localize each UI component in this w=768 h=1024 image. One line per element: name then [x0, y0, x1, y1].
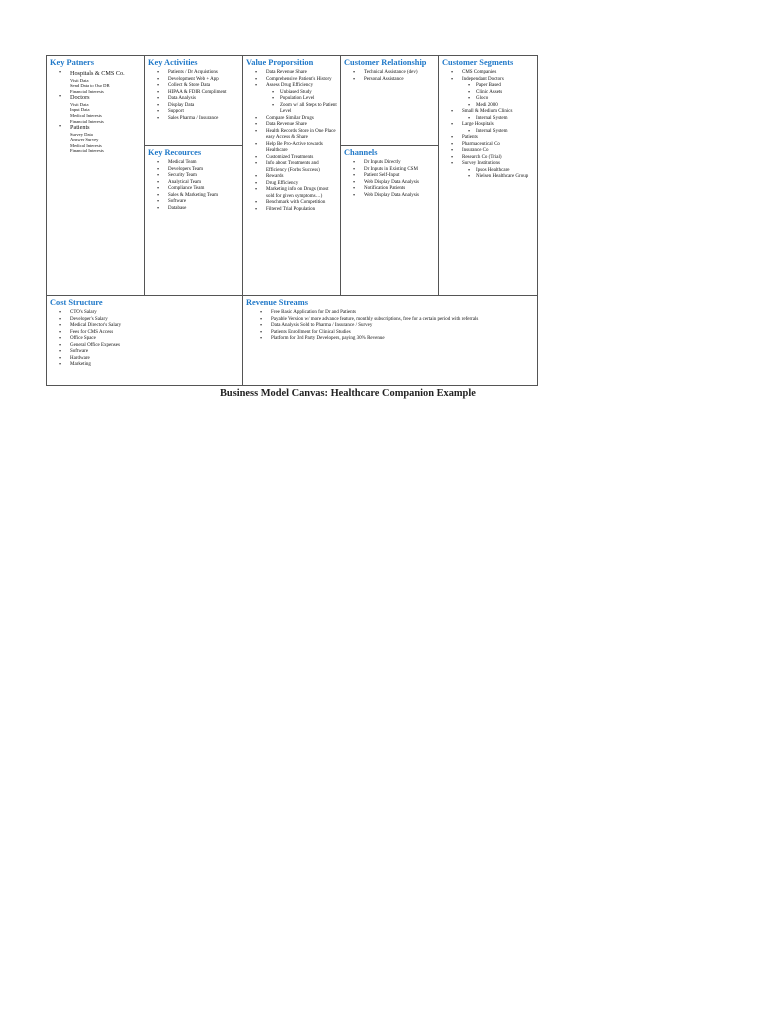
list-item: • Sales & Marketing Team	[157, 193, 239, 200]
key-activities-title: Key Activities	[148, 58, 198, 67]
list-item: • Pharmaceutical Co	[451, 142, 534, 149]
list-item-text: Assess Drug Efficiency	[266, 83, 314, 88]
key-partners-list	[50, 124, 141, 132]
list-item: • Sales Pharma / Insurance	[157, 116, 239, 123]
list-item: • Software	[59, 349, 239, 356]
list-item: Input Data	[70, 107, 90, 113]
list-item: • Hospitals & CMS Co.	[59, 70, 141, 78]
list-item-text: Independant Doctors	[462, 76, 504, 82]
list-item: • Fees for CMS Access	[59, 330, 239, 337]
list-item: • Web Display Data Analysis	[353, 180, 435, 187]
list-item: • Medical Director's Salary	[59, 323, 239, 330]
list-item: • Free Basic Application for Dr and Patients	[260, 310, 520, 317]
list-item-text: Small & Medium Clinics	[462, 109, 513, 114]
key-activities-cell	[145, 56, 243, 146]
customer-segments-sublist	[462, 83, 534, 109]
customer-relationship-list	[344, 70, 435, 83]
sub-list-item: • Population Level	[272, 96, 337, 103]
list-item: • Compare Similar Drugs	[255, 116, 337, 123]
list-item: • Customized Treatments	[255, 155, 337, 162]
cost-structure-title: Cost Structure	[50, 298, 103, 307]
list-item: • Database	[157, 206, 239, 213]
list-item: • Rewards	[255, 174, 337, 181]
key-partners-sublist	[50, 132, 141, 154]
list-item: • HIPAA & FDIR Compliment	[157, 90, 239, 97]
list-item: • Collect & Store Data	[157, 83, 239, 90]
value-proposition-list	[246, 70, 337, 213]
list-item: • General Office Expenses	[59, 343, 239, 350]
list-item: • Platform for 3rd Party Developers, paying 30% Revenue	[260, 336, 520, 343]
list-item-text: Survey Institutions	[462, 161, 500, 166]
sub-list-item: • Clinic Assets	[468, 90, 534, 97]
list-item: • Help Be Pro-Active towards Healthcare	[255, 142, 337, 155]
sub-list-item: • Internal System	[468, 129, 534, 136]
list-item: • Payable Version w/ more advance feature, monthly subscriptions, free for a certain period with referrals	[260, 317, 520, 324]
key-partners-sublist	[50, 78, 141, 95]
list-item: Medical Interests	[70, 112, 102, 118]
key-partners-cell	[47, 56, 145, 296]
channels-cell	[341, 146, 439, 296]
customer-segments-title: Customer Segments	[442, 58, 514, 67]
list-item: • CMS Companies	[451, 70, 534, 77]
list-item: • Insurance Co	[451, 148, 534, 155]
key-resources-title: Key Recources	[148, 148, 202, 157]
list-item: • Compliance Team	[157, 186, 239, 193]
list-item: Financial Interests	[70, 88, 104, 94]
channels-list	[344, 160, 435, 199]
list-item: • Patients	[59, 124, 141, 132]
cost-structure-list	[50, 310, 239, 369]
key-partners-list	[50, 94, 141, 102]
list-item: Financial Interests	[70, 118, 104, 124]
sub-list-item: • Gloco	[468, 96, 534, 103]
list-item: • Technical Assistance (dev)	[353, 70, 435, 77]
list-item: • Notification Patients	[353, 186, 435, 193]
list-item	[451, 122, 534, 135]
channels-title: Channels	[344, 148, 378, 157]
list-item: • Drug Efficiency	[255, 181, 337, 188]
list-item: Medical Interests	[70, 142, 102, 148]
list-item: • Data Revenue Share	[255, 122, 337, 129]
list-item: • Developer's Salary	[59, 317, 239, 324]
value-proposition-title: Value Proporsition	[246, 58, 314, 67]
list-item: • Comprehensive Patient's History	[255, 77, 337, 84]
list-item: • Doctors	[59, 94, 141, 102]
list-item: • Hardware	[59, 356, 239, 363]
list-item: • Info about Treatments and Efficiency (Forbs Success)	[255, 161, 337, 174]
list-item: • Patients Enrollment for Clinical Studies	[260, 330, 520, 337]
list-item: • Benchmark with Competition	[255, 200, 337, 207]
list-item: • Personal Assistance	[353, 77, 435, 84]
list-item: • Research Co (Trial)	[451, 155, 534, 162]
list-item	[451, 109, 534, 122]
list-item: • Web Display Data Analysis	[353, 193, 435, 200]
list-item: • Development Web + App	[157, 77, 239, 84]
list-item	[451, 77, 534, 110]
list-item: Answer Survey	[70, 137, 99, 143]
list-item-text: Large Hospitals	[462, 122, 494, 127]
sub-list-item: • Medi 2000	[468, 103, 534, 110]
list-item	[255, 83, 337, 116]
cost-structure-cell	[47, 296, 243, 386]
revenue-streams-cell	[243, 296, 537, 386]
customer-relationship-title: Customer Relationship	[344, 58, 427, 67]
list-item: • Medical Team	[157, 160, 239, 167]
sub-list-item: • Unbiased Study	[272, 90, 337, 97]
key-activities-list	[148, 70, 239, 122]
customer-segments-sublist	[462, 168, 534, 181]
list-item: • CTO's Salary	[59, 310, 239, 317]
list-item: • Patients / Dr Acquistions	[157, 70, 239, 77]
sub-list-item: • Zoom w/ all Steps to Patient Level	[272, 103, 337, 116]
list-item: • Data Analysis Sold to Pharma / Insurance / Survey	[260, 323, 520, 330]
key-partners-sublist	[50, 102, 141, 124]
list-item: • Office Space	[59, 336, 239, 343]
list-item: • Marketing info on Drugs (most sold for given symptoms…)	[255, 187, 337, 200]
list-item: • Software	[157, 199, 239, 206]
list-item: • Developers Team	[157, 167, 239, 174]
sub-list-item: • Nielsen Healthcare Group	[468, 174, 534, 181]
business-model-canvas	[46, 55, 538, 386]
list-item: • Dr Inputs Directly	[353, 160, 435, 167]
value-proposition-cell	[243, 56, 341, 296]
sub-list-item: • Paper Based	[468, 83, 534, 90]
customer-relationship-cell	[341, 56, 439, 146]
key-partners-list	[50, 70, 141, 78]
list-item: • Support	[157, 109, 239, 116]
list-item: • Filtered Trial Population	[255, 207, 337, 214]
list-item: • Security Team	[157, 173, 239, 180]
list-item: • Dr Inputs in Existing CSM	[353, 167, 435, 174]
customer-segments-cell	[439, 56, 537, 296]
revenue-streams-title: Revenue Streams	[246, 298, 308, 307]
list-item	[451, 161, 534, 181]
list-item: • Health Records Store in One Place easy Access & Share	[255, 129, 337, 142]
key-partners-title: Key Patners	[50, 58, 94, 67]
list-item: • Marketing	[59, 362, 239, 369]
list-item: • Display Data	[157, 103, 239, 110]
list-item: • Patients	[451, 135, 534, 142]
value-proposition-sublist	[266, 90, 337, 116]
canvas-caption: Business Model Canvas: Healthcare Companion Example	[220, 388, 476, 399]
revenue-streams-list	[246, 310, 534, 343]
customer-segments-list	[442, 70, 534, 181]
list-item: Financial Interests	[70, 148, 104, 154]
key-resources-list	[148, 160, 239, 212]
list-item: Visit Data	[70, 101, 89, 107]
list-item: Visit Data	[70, 77, 89, 83]
list-item: • Patient Self-Input	[353, 173, 435, 180]
list-item: Survey Data	[70, 131, 93, 137]
sub-list-item: • Internal System	[468, 116, 534, 123]
list-item: • Data Revenue Share	[255, 70, 337, 77]
sub-list-item: • Ipsos Healthcare	[468, 168, 534, 175]
list-item: • Analytical Team	[157, 180, 239, 187]
list-item: • Data Analysis	[157, 96, 239, 103]
list-item: Send Data to Our DB	[70, 83, 110, 89]
key-resources-cell	[145, 146, 243, 296]
